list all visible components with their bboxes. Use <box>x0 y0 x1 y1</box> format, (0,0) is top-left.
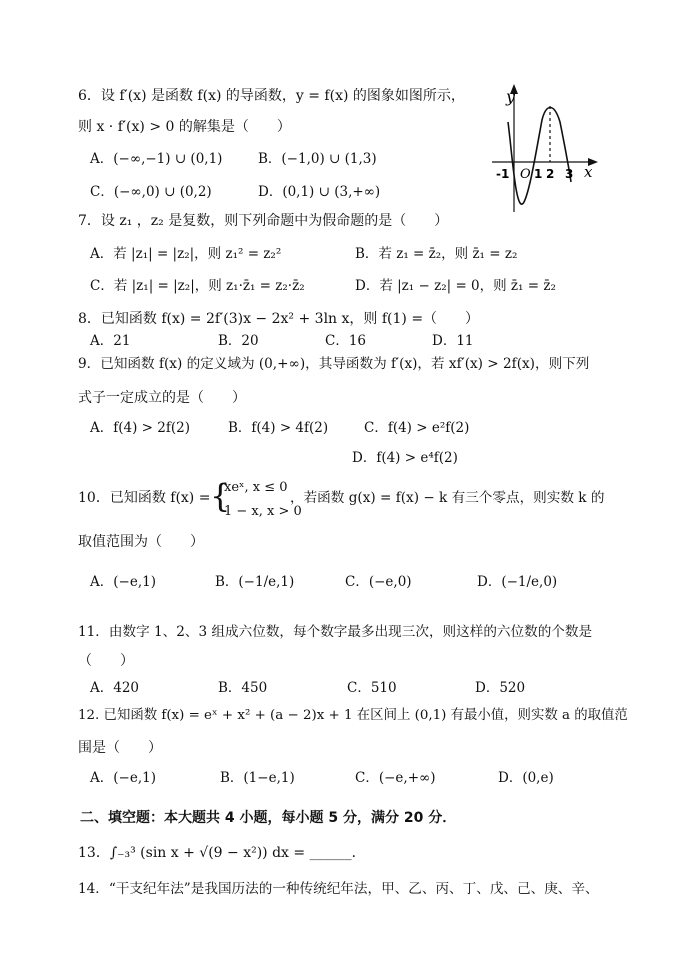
y-axis-label: y <box>506 87 516 106</box>
q12-line2: 围是（ ） <box>78 740 162 756</box>
q12-line1: 12. 已知函数 f(x) = eˣ + x² + (a − 2)x + 1 在区间上 (0,1) 有最小值，则实数 a 的取值范 <box>78 708 628 723</box>
q7-stem: 7．设 z₁ ，z₂ 是复数，则下列命题中为假命题的是（ ） <box>78 213 449 229</box>
q12-option-d: D．(0,e) <box>498 770 554 786</box>
q7-option-b: B．若 z₁ = z̄₂，则 z̄₁ = z₂ <box>355 246 518 262</box>
q10-case2: 1 − x, x > 0 <box>224 504 302 519</box>
q9-option-d: D．f(4) > e⁴f(2) <box>352 450 458 466</box>
q11-option-d: D．520 <box>475 680 526 696</box>
q11-option-b: B．450 <box>218 680 268 696</box>
q8-option-c: C．16 <box>325 333 367 349</box>
q8-stem: 8．已知函数 f(x) = 2f′(3)x − 2x² + 3ln x，则 f(1) =（ ） <box>78 311 480 327</box>
q12-option-b: B．(1−e,1) <box>220 770 295 786</box>
q10-brace: { <box>210 477 231 515</box>
q6-option-c: C．(−∞,0) ∪ (0,2) <box>90 184 212 200</box>
q10-suffix: ，若函数 g(x) = f(x) − k 有三个零点，则实数 k 的 <box>290 490 605 506</box>
function-curve <box>508 108 574 205</box>
q10-option-a: A．(−e,1) <box>90 574 156 590</box>
q11-line2: （ ） <box>78 653 134 669</box>
q7-option-d: D．若 |z₁ − z₂| = 0，则 z̄₁ = z̄₂ <box>355 278 556 294</box>
q9-line2: 式子一定成立的是（ ） <box>78 390 246 406</box>
q10-case1: xeˣ, x ≤ 0 <box>224 480 288 495</box>
function-graph-figure <box>484 82 604 217</box>
q11-option-a: A．420 <box>90 680 140 696</box>
q10-line2: 取值范围为（ ） <box>78 534 204 550</box>
tick-1: 1 <box>534 167 543 181</box>
q6-option-b: B．(−1,0) ∪ (1,3) <box>258 151 377 167</box>
q11-option-c: C．510 <box>347 680 397 696</box>
q12-option-c: C．(−e,+∞) <box>355 770 436 786</box>
origin-label: O <box>520 167 531 182</box>
q10-option-b: B．(−1/e,1) <box>215 574 295 590</box>
q6-option-d: D．(0,1) ∪ (3,+∞) <box>258 184 381 200</box>
q13-stem: 13．∫₋₃³ (sin x + √(9 − x²)) dx = ______． <box>78 845 366 861</box>
q6-line2: 则 x · f′(x) > 0 的解集是（ ） <box>78 119 291 135</box>
q9-option-c: C．f(4) > e²f(2) <box>364 420 470 436</box>
q10-option-d: D．(−1/e,0) <box>477 574 558 590</box>
tick-3: 3 <box>565 167 574 181</box>
q11-line1: 11．由数字 1、2、3 组成六位数，每个数字最多出现三次，则这样的六位数的个数是 <box>78 624 593 640</box>
q7-option-c: C．若 |z₁| = |z₂|，则 z₁·z̄₁ = z₂·z̄₂ <box>90 278 305 294</box>
q8-option-b: B．20 <box>218 333 259 349</box>
q14-stem: 14．“干支纪年法”是我国历法的一种传统纪年法，甲、乙、丙、丁、戊、己、庚、辛、 <box>78 881 599 897</box>
q9-option-b: B．f(4) > 4f(2) <box>228 420 329 436</box>
section-heading-fill-in: 二、填空题：本大题共 4 小题，每小题 5 分，满分 20 分． <box>80 810 457 826</box>
q12-option-a: A．(−e,1) <box>90 770 156 786</box>
q6-line1: 6．设 f′(x) 是函数 f(x) 的导函数，y = f(x) 的图象如图所示， <box>78 88 465 104</box>
tick-2: 2 <box>546 167 555 181</box>
q7-option-a: A．若 |z₁| = |z₂|，则 z₁² = z₂² <box>90 246 282 262</box>
q8-option-d: D．11 <box>432 333 474 349</box>
q10-prefix: 10．已知函数 f(x) = <box>78 490 211 506</box>
q9-option-a: A．f(4) > 2f(2) <box>90 420 190 436</box>
q10-option-c: C．(−e,0) <box>345 574 412 590</box>
q8-option-a: A．21 <box>90 333 131 349</box>
q6-option-a: A．(−∞,−1) ∪ (0,1) <box>90 151 223 167</box>
x-axis-label: x <box>584 163 593 181</box>
tick-neg1: -1 <box>496 167 510 181</box>
q9-line1: 9．已知函数 f(x) 的定义域为 (0,+∞)，其导函数为 f′(x)，若 xf′(x) > 2f(x)，则下列 <box>78 356 590 372</box>
